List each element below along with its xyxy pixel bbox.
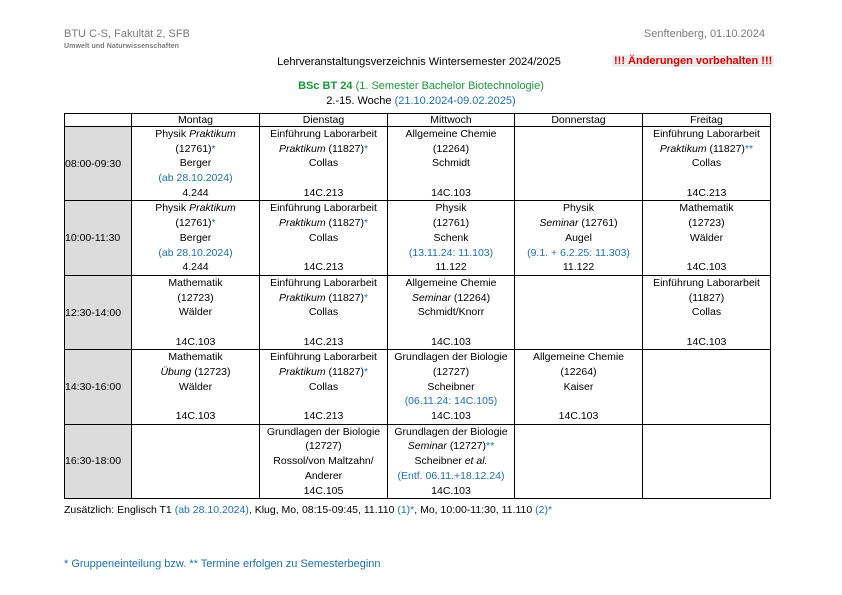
course-number: (11827) bbox=[688, 291, 725, 304]
lecturer: Augel bbox=[565, 231, 592, 244]
room: 14C.103 bbox=[431, 186, 471, 199]
course-number: (12761) bbox=[175, 217, 212, 230]
course-title: Mathematik bbox=[679, 202, 734, 215]
lecturer: Scheibner bbox=[414, 455, 462, 468]
program-line bbox=[0, 80, 842, 92]
course-cell-di-r3 bbox=[260, 350, 388, 424]
course-cell-do-r2 bbox=[515, 275, 643, 349]
day-header: Mittwoch bbox=[388, 114, 515, 127]
document-title-text: Lehrveranstaltungsverzeichnis Wintersemester 2024/2025 bbox=[277, 56, 561, 68]
course-cell-di-r1 bbox=[260, 201, 388, 275]
course-title: Physik bbox=[563, 202, 594, 215]
room: 11.122 bbox=[435, 261, 467, 274]
course-note: (ab 28.10.2024) bbox=[158, 172, 233, 185]
lecturer: Kaiser bbox=[563, 380, 594, 393]
footnote-marker: * bbox=[363, 291, 369, 304]
corner-cell bbox=[65, 114, 132, 127]
course-cell-mi-r2 bbox=[388, 275, 515, 349]
room: 14C.105 bbox=[303, 484, 344, 497]
course-number: (11827) bbox=[709, 142, 745, 155]
course-number: (12761) bbox=[175, 142, 212, 155]
lecturer: Schmidt bbox=[432, 157, 470, 170]
course-title: Physik bbox=[155, 202, 187, 215]
day-header: Donnerstag bbox=[515, 114, 643, 127]
lecturer: Wälder bbox=[178, 380, 213, 393]
course-note: (9.1. + 6.2.25: 11.303) bbox=[527, 246, 630, 259]
course-type: Praktikum bbox=[278, 291, 326, 304]
course-cell-fr-r0 bbox=[643, 127, 771, 201]
course-cell-mi-r4 bbox=[388, 424, 515, 498]
additional-group1: , Klug, Mo, 08:15-09:45, 11.110 bbox=[248, 504, 395, 516]
course-note: (ab 28.10.2024) bbox=[158, 246, 233, 259]
course-type: Seminar bbox=[411, 291, 451, 304]
course-number: (12761) bbox=[581, 217, 618, 230]
course-number: (11827) bbox=[328, 217, 364, 230]
course-title: Physik bbox=[155, 128, 187, 140]
course-type: Praktikum bbox=[278, 142, 326, 155]
course-type: Praktikum bbox=[189, 202, 236, 215]
schedule-table bbox=[64, 113, 771, 499]
lecturer: Berger bbox=[179, 157, 212, 170]
course-type: Praktikum bbox=[278, 366, 326, 378]
course-title: Einführung Laborarbeit bbox=[270, 276, 377, 289]
course-number: (12723) bbox=[177, 291, 214, 304]
room: 14C.213 bbox=[686, 186, 727, 199]
footnote-marker: ** bbox=[486, 440, 495, 453]
room: 14C.103 bbox=[558, 410, 599, 423]
course-number: (11827) bbox=[328, 291, 364, 304]
course-number: (11827) bbox=[328, 366, 364, 378]
weeks-range: (21.10.2024-09.02.2025) bbox=[394, 95, 516, 107]
lecturer: Wälder bbox=[178, 306, 213, 319]
lecturer: Collas bbox=[308, 306, 339, 319]
weeks-line bbox=[0, 95, 842, 107]
table-row bbox=[65, 350, 771, 424]
lecturer: Collas bbox=[691, 157, 722, 170]
table-header-row bbox=[65, 114, 771, 127]
course-type: Seminar bbox=[407, 440, 447, 453]
room: 14C.103 bbox=[686, 261, 727, 274]
course-title: Allgemeine Chemie bbox=[532, 351, 625, 364]
course-title: Grundlagen der Biologie bbox=[266, 425, 381, 438]
course-cell-di-r2 bbox=[260, 275, 388, 349]
course-title: Allgemeine Chemie bbox=[405, 128, 497, 140]
lecturer: Wälder bbox=[689, 231, 724, 244]
time-slot: 12:30-14:00 bbox=[65, 275, 132, 349]
course-cell-fr-r1 bbox=[643, 201, 771, 275]
course-note: (13.11.24: 11.103) bbox=[408, 246, 494, 259]
institution-label: BTU C-S, Fakultät 2, SFB bbox=[64, 28, 190, 40]
room: 14C.103 bbox=[431, 410, 471, 423]
room: 14C.213 bbox=[303, 186, 344, 199]
lecturer: Rossol/von Maltzahn/ bbox=[273, 455, 374, 468]
course-cell-mo-r4 bbox=[132, 424, 260, 498]
lecturer: Collas bbox=[691, 306, 722, 319]
course-type: Praktikum bbox=[659, 142, 707, 155]
lecturer: Berger bbox=[179, 231, 212, 244]
time-slot: 16:30-18:00 bbox=[65, 424, 132, 498]
faculty-label: Umwelt und Naturwissenschaften bbox=[64, 43, 180, 50]
table-row bbox=[65, 201, 771, 275]
program-code: BSc BT 24 bbox=[298, 80, 353, 92]
course-cell-fr-r4 bbox=[643, 424, 771, 498]
room: 11.122 bbox=[562, 261, 595, 274]
time-slot: 14:30-16:00 bbox=[65, 350, 132, 424]
lecturer: Collas bbox=[308, 380, 339, 393]
group2-marker: (2) bbox=[535, 504, 548, 516]
lecturer: Collas bbox=[308, 157, 339, 170]
course-number: (11827) bbox=[328, 142, 364, 155]
time-slot: 10:00-11:30 bbox=[65, 201, 132, 275]
group1-marker: (1) bbox=[397, 504, 411, 516]
course-type: Praktikum bbox=[278, 217, 326, 230]
course-type: Übung bbox=[160, 366, 192, 378]
course-title: Allgemeine Chemie bbox=[405, 276, 497, 289]
room: 14C.213 bbox=[303, 261, 344, 274]
additional-courses bbox=[64, 504, 552, 516]
course-cell-di-r0 bbox=[260, 127, 388, 201]
course-title: Einführung Laborarbeit bbox=[270, 351, 377, 364]
room: 14C.213 bbox=[303, 335, 344, 348]
footnote-marker: * bbox=[211, 217, 216, 230]
changes-warning: !!! Änderungen vorbehalten !!! bbox=[614, 55, 773, 67]
program-name: (1. Semester Bachelor Biotechnologie) bbox=[355, 80, 544, 92]
additional-group2: , Mo, 10:00-11:30, 11.110 bbox=[414, 504, 533, 516]
room: 14C.103 bbox=[175, 410, 216, 423]
course-cell-mo-r1 bbox=[132, 201, 260, 275]
additional-prefix: Zusätzlich: Englisch T1 bbox=[64, 504, 172, 516]
course-title: Mathematik bbox=[168, 351, 223, 364]
course-cell-do-r3 bbox=[515, 350, 643, 424]
course-cell-mi-r3 bbox=[388, 350, 515, 424]
footnote-marker: * bbox=[363, 366, 369, 378]
footnote-marker: ** bbox=[744, 142, 754, 155]
course-cell-fr-r3 bbox=[643, 350, 771, 424]
course-number: (12264) bbox=[432, 142, 470, 155]
day-header: Montag bbox=[132, 114, 260, 127]
day-header: Freitag bbox=[643, 114, 771, 127]
course-number: (12723) bbox=[194, 366, 231, 378]
course-cell-mo-r2 bbox=[132, 275, 260, 349]
course-number: (12723) bbox=[688, 217, 725, 230]
course-cell-mo-r3 bbox=[132, 350, 260, 424]
footnote-marker: * bbox=[547, 504, 553, 516]
course-title: Einführung Laborarbeit bbox=[653, 276, 760, 289]
table-row bbox=[65, 275, 771, 349]
course-number: (12761) bbox=[432, 217, 470, 230]
course-type: Praktikum bbox=[189, 128, 236, 140]
lecturer: Collas bbox=[308, 231, 339, 244]
lecturer: Scheibner bbox=[427, 380, 475, 393]
course-title: Mathematik bbox=[168, 276, 223, 289]
course-title: Grundlagen der Biologie bbox=[394, 351, 508, 364]
course-note: (06.11.24: 14C.105) bbox=[404, 395, 498, 408]
course-title: Einführung Laborarbeit bbox=[653, 128, 760, 140]
footnote-text: * Gruppeneinteilung bzw. ** Termine erfolgen zu Semesterbeginn bbox=[64, 558, 381, 570]
room: 14C.103 bbox=[431, 335, 471, 348]
room: 4.244 bbox=[182, 186, 209, 199]
course-cell-mi-r0 bbox=[388, 127, 515, 201]
course-title: Physik bbox=[435, 202, 467, 215]
lecturer-continued: Anderer bbox=[304, 469, 343, 482]
course-cell-do-r0 bbox=[515, 127, 643, 201]
course-number: (12727) bbox=[305, 440, 342, 453]
room: 14C.213 bbox=[303, 410, 344, 423]
course-cell-mo-r0 bbox=[132, 127, 260, 201]
course-title: Einführung Laborarbeit bbox=[270, 128, 377, 140]
course-number: (12264) bbox=[560, 366, 597, 378]
course-number: (12727) bbox=[432, 366, 470, 378]
room: 14C.103 bbox=[686, 335, 727, 348]
weeks-label: 2.-15. Woche bbox=[326, 95, 392, 107]
course-number: (12727) bbox=[449, 440, 487, 453]
table-row bbox=[65, 127, 771, 201]
room: 14C.103 bbox=[175, 335, 216, 348]
course-cell-do-r4 bbox=[515, 424, 643, 498]
place-date-label: Senftenberg, 01.10.2024 bbox=[643, 28, 765, 40]
course-note: (Entf. 06.11.+18.12.24) bbox=[397, 469, 505, 482]
course-cell-di-r4 bbox=[260, 424, 388, 498]
table-row bbox=[65, 424, 771, 498]
footnote-marker: * bbox=[211, 142, 216, 155]
course-title: Einführung Laborarbeit bbox=[270, 202, 377, 215]
course-cell-fr-r2 bbox=[643, 275, 771, 349]
course-cell-mi-r1 bbox=[388, 201, 515, 275]
lecturer: Schenk bbox=[433, 231, 469, 244]
course-number: (12264) bbox=[453, 291, 491, 304]
room: 14C.103 bbox=[431, 484, 471, 497]
course-cell-do-r1 bbox=[515, 201, 643, 275]
day-header: Dienstag bbox=[260, 114, 388, 127]
course-title: Grundlagen der Biologie bbox=[394, 425, 508, 438]
room: 4.244 bbox=[182, 261, 209, 274]
time-slot: 08:00-09:30 bbox=[65, 127, 132, 201]
footnote-marker: * bbox=[410, 504, 415, 516]
lecturer: Schmidt/Knorr bbox=[417, 306, 485, 319]
lecturer-suffix: et al. bbox=[464, 455, 488, 468]
additional-since: (ab 28.10.2024) bbox=[174, 504, 249, 516]
course-type: Seminar bbox=[539, 217, 579, 230]
footnote-marker: * bbox=[363, 217, 369, 230]
footnote-marker: * bbox=[363, 142, 369, 155]
